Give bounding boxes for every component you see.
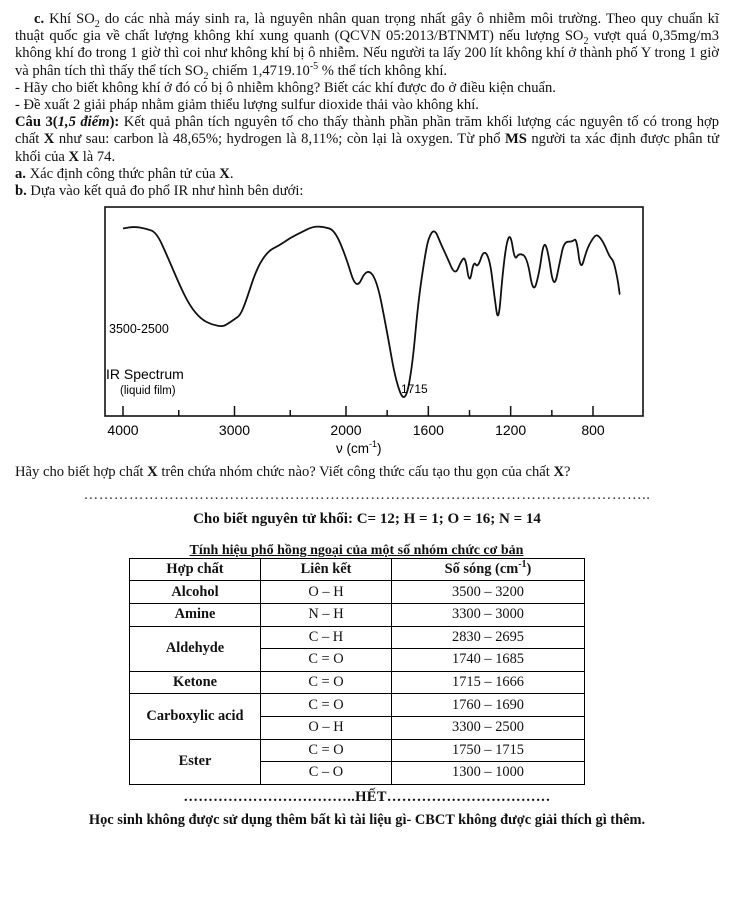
wavenumber-cell: 3500 – 3200 (392, 581, 585, 604)
wavenumber-cell: 2830 – 2695 (392, 626, 585, 649)
wavenumber-cell: 3300 – 2500 (392, 717, 585, 740)
table-row (130, 581, 585, 604)
part-c-text-b: do các nhà máy sinh ra, là nguyên nhân quan trọng nhất gây ô nhiễm môi trường. Theo quy chuẩn kĩ thuật quốc gia về chất lượng không khí xung quanh (QCVN 05:2013/BTNMT) nếu lượng SO (15, 11, 719, 45)
header-bond: Liên kết (261, 558, 392, 581)
part-c-question-1: - Hãy cho biết không khí ở đó có bị ô nhiễm không? Biết các khí được đo ở điều kiện chuẩn. (15, 79, 556, 96)
header-wavenumber-sup: -1 (518, 559, 527, 571)
ir-tick-label: 3000 (218, 422, 251, 439)
part-a-end: . (229, 165, 234, 182)
wavenumber-cell: 1300 – 1000 (392, 762, 585, 785)
cau3-label-end: ): (109, 114, 120, 131)
part-c-text-c: vượt quá 0,35mg/m3 không khí đo trong 1 giờ thì coi như không khí bị ô nhiễm. Nếu người ta lấy 200 lít không khí ở thành phố Y trong 1 giờ và phân tích thì thấy thể tích SO (15, 28, 719, 79)
table-row (130, 694, 585, 717)
part-a-label: a. (15, 165, 26, 182)
question-end: ? (564, 464, 571, 481)
cau3-points: 1,5 điểm (57, 114, 110, 131)
answer-dotted-line: ………………………………………………………………………………………………….. (83, 487, 651, 504)
ir-tick-label: 2000 (330, 422, 362, 439)
annotation-liquid-film: (liquid film) (120, 385, 176, 398)
part-b-text: Dựa vào kết quả đo phổ IR như hình bên dưới: (26, 183, 304, 200)
bond-cell: C – H (261, 626, 392, 649)
table-row (130, 626, 585, 649)
bond-cell: O – H (261, 581, 392, 604)
part-b-label: b. (15, 183, 27, 200)
part-c-sub-3: 2 (203, 70, 209, 82)
cau3-question (15, 464, 719, 481)
compound-cell: Alcohol (130, 581, 261, 604)
compound-x-2: X (68, 148, 80, 165)
ir-spectrum-line (123, 227, 620, 397)
part-c-text-e: % thể tích không khí. (318, 62, 448, 79)
wavenumber-cell: 1750 – 1715 (392, 739, 585, 762)
bond-cell: N – H (261, 604, 392, 627)
cau3-label: Câu 3( (15, 114, 58, 131)
ir-tick-label: 4000 (107, 422, 139, 439)
ir-table (129, 558, 585, 785)
annotation-3500-2500: 3500-2500 (109, 322, 169, 337)
ir-tick-label: 800 (581, 422, 605, 439)
wavenumber-cell: 1715 – 1666 (392, 671, 585, 694)
question-x-2: X (553, 464, 565, 481)
cau3-paragraph (15, 114, 719, 166)
annotation-ir-spectrum: IR Spectrum (106, 366, 184, 383)
part-c-sup: -5 (309, 60, 319, 72)
ir-x-axis-label: ν $(cm^{-1})$ (336, 439, 382, 457)
question-x: X (147, 464, 158, 481)
cau3-text-b: như sau: carbon là 48,65%; hydrogen là 8,11%; còn lại là oxygen. Từ phổ (54, 131, 505, 148)
bond-cell: C – O (261, 762, 392, 785)
ir-spectrum-figure (15, 203, 719, 458)
header-wavenumber (392, 558, 585, 581)
compound-cell: Aldehyde (130, 626, 261, 671)
header-wavenumber-text: Số sóng (cm (444, 561, 519, 578)
footer-note: Học sinh không được sử dụng thêm bất kì tài liệu gì- CBCT không được giải thích gì thêm. (88, 811, 646, 828)
ir-chart-frame (105, 207, 643, 416)
end-mark: ……………………………..HẾT…………………………… (183, 788, 551, 805)
bond-cell: C = O (261, 694, 392, 717)
exam-page (15, 11, 719, 829)
compound-cell: Amine (130, 604, 261, 627)
wavenumber-cell: 1760 – 1690 (392, 694, 585, 717)
ir-x-axis (105, 207, 643, 416)
compound-cell: Ester (130, 739, 261, 784)
cau3-text-c: người ta xác định được phân tử khối của (15, 131, 719, 165)
compound-cell: Carboxylic acid (130, 694, 261, 739)
wavenumber-cell: 1740 – 1685 (392, 649, 585, 672)
cau3-text-d: là 74. (79, 148, 116, 165)
bond-cell: C = O (261, 671, 392, 694)
bond-cell: C = O (261, 739, 392, 762)
bond-cell: O – H (261, 717, 392, 740)
compound-cell: Ketone (130, 671, 261, 694)
question-text-a: Hãy cho biết hợp chất (15, 464, 148, 481)
ir-tick-label: 1600 (412, 422, 444, 439)
part-c-text-a: Khí SO (44, 11, 95, 27)
part-a-x: X (219, 165, 230, 182)
part-c-text-d: chiếm 1,4719.10 (208, 62, 310, 79)
part-a-text: Xác định công thức phân tử của (25, 165, 220, 182)
wavenumber-cell: 3300 – 3000 (392, 604, 585, 627)
compound-x: X (43, 131, 55, 148)
table-row (130, 739, 585, 762)
annotation-1715: 1715 (401, 382, 428, 397)
part-c-paragraph (15, 11, 719, 80)
cau3-text-a: Kết quả phân tích nguyên tố cho thấy thành phần phần trăm khối lượng các nguyên tố có trong hợp chất (15, 114, 720, 148)
ir-spectrum-chart (86, 203, 646, 458)
part-c-sub-2: 2 (583, 36, 589, 48)
question-text-b: trên chứa nhóm chức nào? Viết công thức cấu tạo thu gọn của chất (157, 464, 554, 481)
ir-tick-labels (107, 422, 604, 438)
table-row (130, 671, 585, 694)
atomic-mass-note: Cho biết nguyên tử khối: C= 12; H = 1; O = 16; N = 14 (193, 510, 541, 527)
ir-table-header-row (130, 558, 585, 581)
ir-table-title: Tính hiệu phổ hồng ngoại của một số nhóm chức cơ bản (189, 542, 524, 558)
ir-tick-label: 1200 (495, 422, 527, 439)
cau3-part-a (15, 166, 719, 183)
part-c-label: c. (34, 11, 45, 27)
header-wavenumber-end: ) (526, 561, 532, 578)
ms-term: MS (504, 131, 527, 148)
table-row (130, 604, 585, 627)
cau3-part-b (15, 183, 719, 200)
bond-cell: C = O (261, 649, 392, 672)
header-compound: Hợp chất (130, 558, 261, 581)
part-c-sub-1: 2 (94, 18, 100, 30)
part-c-question-2: - Đề xuất 2 giải pháp nhằm giảm thiểu lượng sulfur dioxide thải vào không khí. (15, 97, 479, 114)
